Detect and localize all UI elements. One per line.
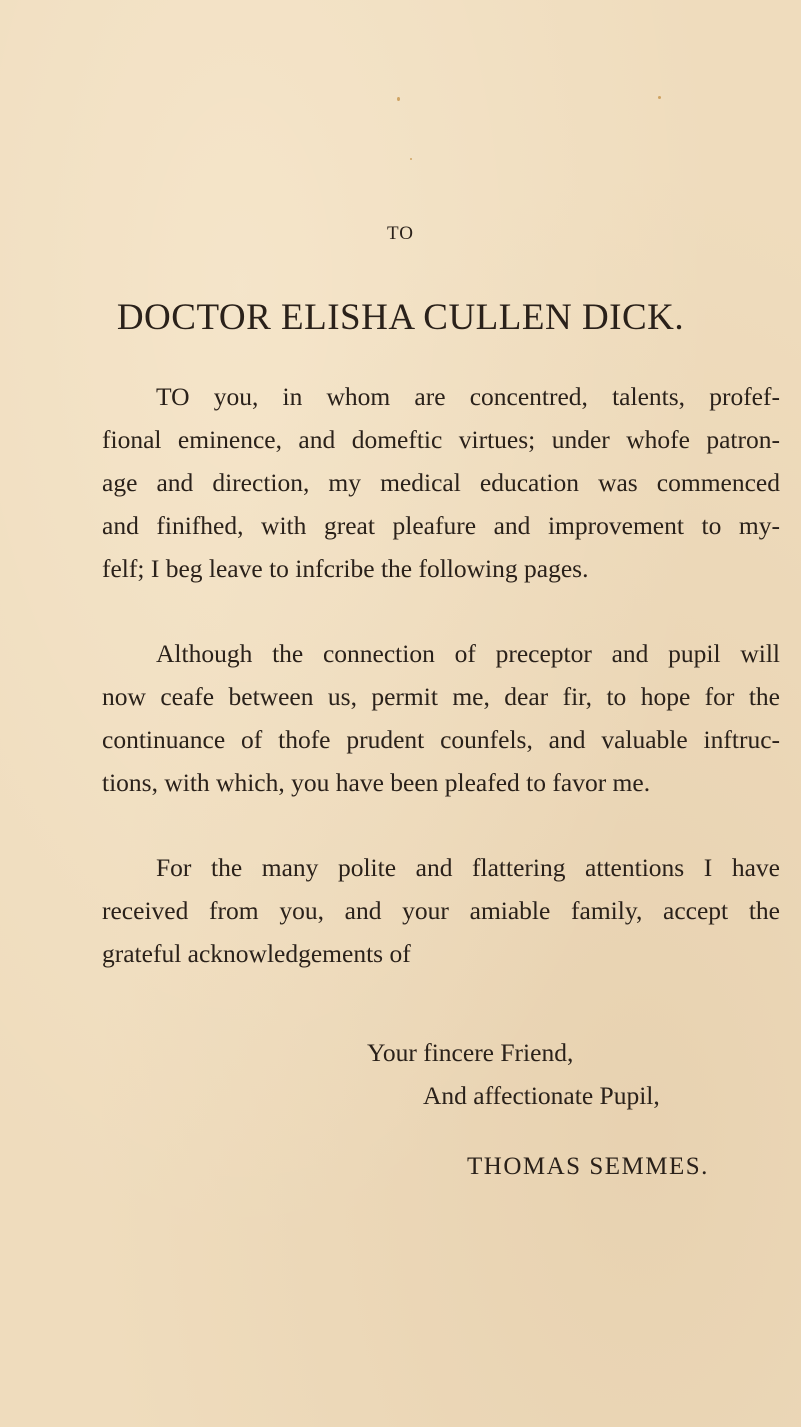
paragraph-line: tions, with which, you have been pleafed to favor me. xyxy=(102,768,651,797)
paragraph-line: grateful acknowledgements of xyxy=(102,939,411,968)
dedication-title: DOCTOR ELISHA CULLEN DICK. xyxy=(116,297,685,338)
paragraph-line: For the many polite and flattering attentions I have xyxy=(156,853,780,882)
dedication-to: TO xyxy=(387,223,414,244)
closing-line-pupil: And affectionate Pupil, xyxy=(423,1081,660,1110)
paragraph-line: Although the connection of preceptor and pupil will xyxy=(156,639,780,668)
closing-line-friend: Your fincere Friend, xyxy=(367,1038,574,1067)
signature-name: THOMAS SEMMES. xyxy=(467,1153,709,1180)
paragraph-line: received from you, and your amiable family, accept the xyxy=(102,896,780,925)
paragraph-line: TO you, in whom are concentred, talents, profef- xyxy=(156,382,780,411)
paragraph-line: and finifhed, with great pleafure and improvement to my- xyxy=(102,511,780,540)
foxing-spot xyxy=(397,97,400,101)
foxing-spot xyxy=(410,158,412,160)
paragraph-line: age and direction, my medical education was commenced xyxy=(102,468,780,497)
paragraph-line: continuance of thofe prudent counfels, and valuable inftruc- xyxy=(102,725,780,754)
paragraph-line: fional eminence, and domeftic virtues; under whofe patron- xyxy=(102,425,780,454)
paragraph-line: felf; I beg leave to infcribe the following pages. xyxy=(102,554,589,583)
foxing-spot xyxy=(658,96,661,99)
paragraph-line: now ceafe between us, permit me, dear fir, to hope for the xyxy=(102,682,780,711)
